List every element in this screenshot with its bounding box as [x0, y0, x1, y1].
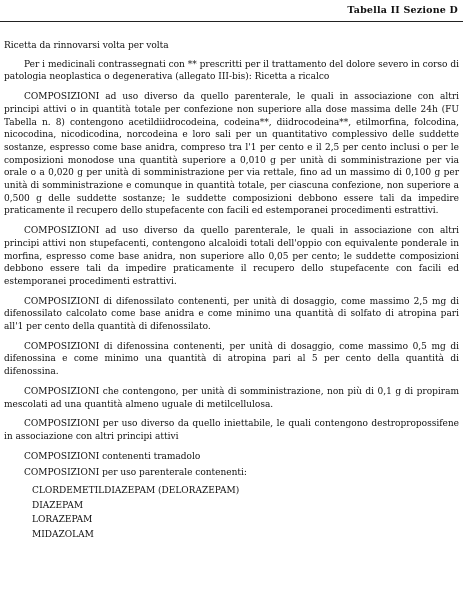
paragraph-parenteral: COMPOSIZIONI per uso parenterale contenenti:: [24, 468, 247, 479]
paragraph-codeine-compositions: COMPOSIZIONI ad uso diverso da quello parenterale, le quali in associazione con altri principi attivi o in quantità totale per confezione non superiore alla dose massima delle 24h (FU Tabella n. 8) contengono acetildiidrocodeina, codeina**, diidrocodeina**, etilmorfina, folcodina, nicocodina, nicodicodina, norcodeina e loro sali per un quantitativo complessivo delle suddette sostanze, espresso come base anidra, compreso tra l'1 per cento e il 2,5 per cento inclusi o per le composizioni monodose una quantità superiore a 0,010 g per unità di somministrazione per via orale o a 0,020 g per unità di somministrazione per via rettale, fino ad un massimo di 0,100 g per unità di somministrazione e comunque in quantità totale, per ciascuna confezione, non superiore a 0,500 g delle suddette sostanze; le suddette composizioni debbono essere tali da impedire praticamente il recupero dello stupefacente con facili ed estemporanei procedimenti estrattivi.: [4, 92, 459, 217]
drug-list: [4, 484, 459, 542]
drug-list-item: MIDAZOLAM: [32, 529, 94, 540]
header-rule: [0, 21, 463, 22]
paragraph-prescription-note: Per i medicinali contrassegnati con ** prescritti per il trattamento del dolore severo in corso di patologia neoplastica o degenerativa (allegato III-bis): Ricetta a ricalco: [4, 59, 459, 83]
drug-list-item: DIAZEPAM: [32, 500, 84, 511]
paragraph-difenossina: COMPOSIZIONI di difenossina contenenti, per unità di dosaggio, come massimo 0,5 mg di difenossina e come minimo una quantità di atropina pari al 5 per cento della quantità di difenossina.: [4, 341, 459, 378]
document-body: [4, 40, 459, 542]
section-heading: Ricetta da rinnovarsi volta per volta: [4, 41, 169, 51]
paragraph-tramadolo: COMPOSIZIONI contenenti tramadolo: [24, 451, 201, 462]
paragraph-difenossilato: COMPOSIZIONI di difenossilato contenenti, per unità di dosaggio, come massimo 2,5 mg di difenossilato calcolato come base anidra e come minimo una quantità di solfato di atropina pari all'1 per cento della quantità di difenossilato.: [4, 296, 459, 333]
running-header: Tabella II Sezione D: [347, 5, 458, 16]
paragraph-propiram: COMPOSIZIONI che contengono, per unità di somministrazione, non più di 0,1 g di propiram mescolati ad una quantità almeno uguale di metilcellulosa.: [4, 386, 459, 410]
paragraph-destropropossifene: COMPOSIZIONI per uso diverso da quello iniettabile, le quali contengono destropropossifene in associazione con altri principi attivi: [4, 419, 459, 442]
drug-list-item: CLORDEMETILDIAZEPAM (DELORAZEPAM): [32, 486, 240, 497]
paragraph-opium-alkaloids: COMPOSIZIONI ad uso diverso da quello parenterale, le quali in associazione con altri principi attivi non stupefacenti, contengono alcaloidi totali dell'oppio con equivalente ponderale in morfina, espresso come base anidra, non superiore allo 0,05 per cento; le suddette composizioni debbono essere tali da impedire praticamente il recupero dello stupefacente con facili ed estemporanei procedimenti estrattivi.: [4, 226, 459, 287]
drug-list-item: LORAZEPAM: [32, 515, 93, 526]
